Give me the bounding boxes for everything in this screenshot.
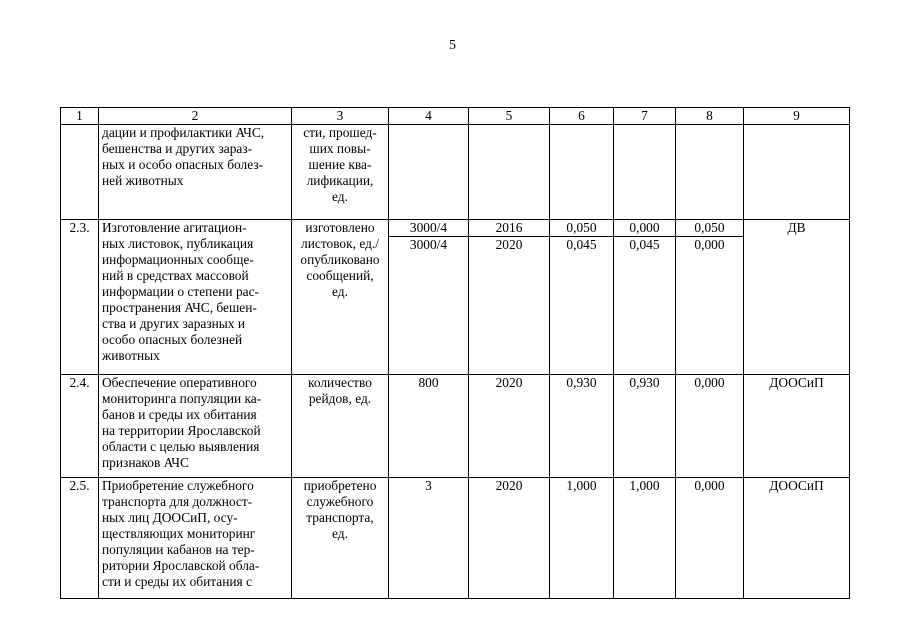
page-number: 5 xyxy=(449,38,456,53)
sub-value: 0,050 xyxy=(676,220,743,237)
sub-value: 0,045 xyxy=(566,237,597,252)
executor-cell: ДООСиП xyxy=(744,478,850,599)
header-row xyxy=(61,108,850,125)
value-cell xyxy=(389,125,469,220)
year-cell xyxy=(469,220,550,375)
value-cell: 0,000 xyxy=(676,478,744,599)
measure-description xyxy=(99,478,292,599)
sub-value: 0,000 xyxy=(614,220,675,237)
year-cell xyxy=(469,125,550,220)
column-header: 5 xyxy=(469,108,550,125)
table-row xyxy=(61,125,850,220)
value-cell xyxy=(550,125,614,220)
column-header: 4 xyxy=(389,108,469,125)
indicator-cell xyxy=(292,125,389,220)
executor-cell: ДВ xyxy=(744,220,850,375)
year-cell: 2020 xyxy=(469,375,550,478)
table-row xyxy=(61,478,850,599)
sub-value: 2020 xyxy=(495,237,523,252)
measure-description xyxy=(99,375,292,478)
value-cell: 0,930 xyxy=(614,375,676,478)
value-cell: 0,930 xyxy=(550,375,614,478)
value-cell xyxy=(676,125,744,220)
executor-cell xyxy=(744,125,850,220)
column-header: 9 xyxy=(744,108,850,125)
column-header: 7 xyxy=(614,108,676,125)
row-number: 2.4. xyxy=(61,375,99,478)
value-cell: 3 xyxy=(389,478,469,599)
indicator-text: количество рейдов, ед. xyxy=(308,375,372,406)
value-cell xyxy=(614,220,676,375)
indicator-cell xyxy=(292,478,389,599)
table-row xyxy=(61,375,850,478)
executor-cell: ДООСиП xyxy=(744,375,850,478)
sub-value: 3000/4 xyxy=(389,220,468,237)
row-number: 2.3. xyxy=(61,220,99,375)
column-header: 8 xyxy=(676,108,744,125)
value-cell: 1,000 xyxy=(550,478,614,599)
indicator-cell xyxy=(292,375,389,478)
measure-description-text: Приобретение служебного транспорта для должност- ных лиц ДООСиП, осу- ществляющих мониторинг популяции кабанов на тер- ритории Ярославской обла- сти и среды их обитания с xyxy=(102,478,260,589)
year-cell: 2020 xyxy=(469,478,550,599)
value-cell xyxy=(389,220,469,375)
value-cell: 1,000 xyxy=(614,478,676,599)
measure-description-text: дации и профилактики АЧС, бешенства и других зараз- ных и особо опасных болез- ней животных xyxy=(102,125,265,188)
column-header: 2 xyxy=(99,108,292,125)
sub-value: 0,050 xyxy=(550,220,613,237)
indicator-cell xyxy=(292,220,389,375)
row-number: 2.5. xyxy=(61,478,99,599)
data-table xyxy=(60,107,850,599)
indicator-text: приобретено служебного транспорта, ед. xyxy=(303,478,377,541)
value-cell xyxy=(550,220,614,375)
row-number xyxy=(61,125,99,220)
measure-description-text: Обеспечение оперативного мониторинга популяции ка- банов и среды их обитания на территории Ярославской области с целью выявления признаков АЧС xyxy=(102,375,262,470)
value-cell: 0,000 xyxy=(676,375,744,478)
column-header: 3 xyxy=(292,108,389,125)
value-cell: 800 xyxy=(389,375,469,478)
measure-description xyxy=(99,125,292,220)
value-cell xyxy=(614,125,676,220)
measure-description-text: Изготовление агитацион- ных листовок, публикация информационных сообще- ний в средствах массовой информации о степени рас- пространения АЧС, бешен- ства и других заразных и особо опасных болезней животных xyxy=(102,220,259,363)
sub-value: 0,045 xyxy=(629,237,660,252)
sub-value: 0,000 xyxy=(694,237,725,252)
sub-value: 2016 xyxy=(469,220,549,237)
column-header: 1 xyxy=(61,108,99,125)
value-cell xyxy=(676,220,744,375)
measure-description xyxy=(99,220,292,375)
table-row xyxy=(61,220,850,375)
sub-value: 3000/4 xyxy=(409,237,448,252)
indicator-text: изготовлено листовок, ед./ опубликовано сообщений, ед. xyxy=(300,220,380,299)
column-header: 6 xyxy=(550,108,614,125)
indicator-text: сти, прошед- ших повы- шение ква- лификации, ед. xyxy=(303,125,377,204)
